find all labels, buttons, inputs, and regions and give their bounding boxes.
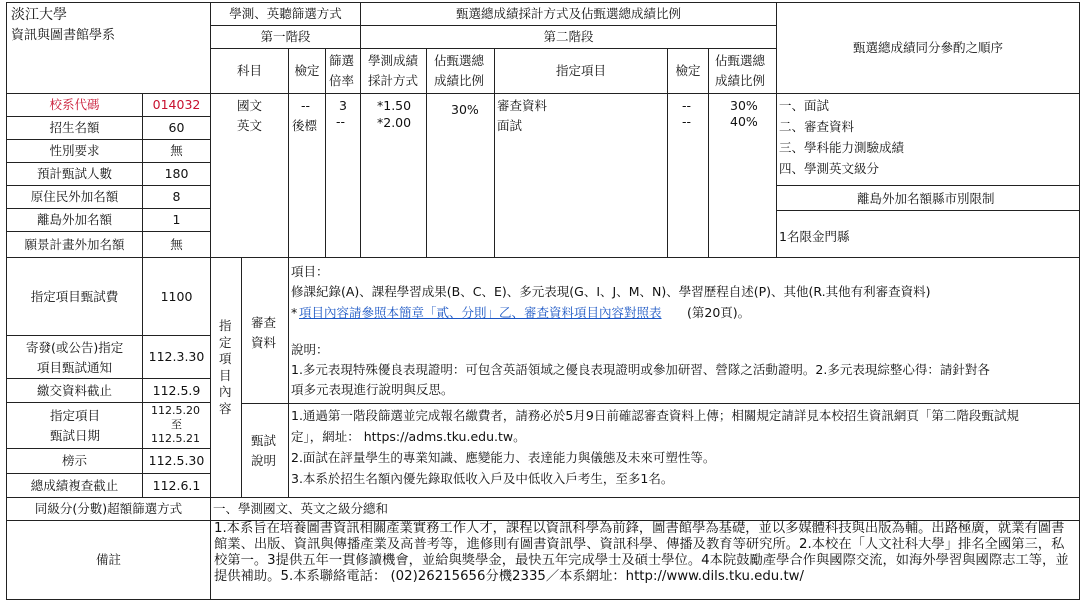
schedule-value-recheck: 112.6.1 — [142, 473, 211, 498]
col-ratio-line2: 成績比例 — [434, 73, 485, 88]
threshold-english: 後標 — [292, 118, 318, 133]
subject-chinese: 國文 — [237, 98, 263, 113]
designated-char-5: 內 — [219, 384, 232, 399]
exam-line2: 定」，網址： https://adms.tku.edu.tw。 — [291, 429, 526, 444]
tie-break-3: 三、學科能力測驗成績 — [779, 140, 905, 155]
item-ratio-review: 30% — [730, 98, 758, 113]
subjects-cell — [210, 93, 289, 258]
info-label-quota: 招生名額 — [6, 116, 143, 140]
schedule-label-notice-line2: 項目甄試通知 — [37, 360, 113, 375]
col-ratio2 — [708, 48, 777, 94]
exam-label-cell — [241, 403, 289, 498]
info-label-gender: 性別要求 — [6, 139, 143, 163]
info-value-school-code: 014032 — [142, 93, 211, 117]
method-chinese: *1.50 — [377, 98, 412, 113]
methods-cell — [360, 93, 427, 258]
thresholds-cell — [288, 93, 326, 258]
schedule-label-exam-date — [6, 402, 143, 449]
multiplier-chinese: 3 — [339, 98, 347, 113]
review-link-suffix: (第20頁)。 — [687, 305, 751, 320]
exam-date-to: 至 — [171, 418, 182, 431]
schedule-value-announce: 112.5.30 — [142, 448, 211, 474]
island-quota-value: 1名限金門縣 — [779, 229, 850, 244]
review-items-title: 項目： — [291, 264, 329, 279]
tie-break-2: 二、審查資料 — [779, 119, 855, 134]
schedule-value-submit: 112.5.9 — [142, 378, 211, 403]
final-ratio-header: 甄選總成績採計方式及佔甄選總成績比例 — [360, 2, 777, 26]
stage1-header: 第一階段 — [210, 25, 361, 49]
island-quota-title: 離島外加名額縣市別限制 — [857, 191, 995, 206]
stage-method-header: 學測、英聽篩選方式 — [210, 2, 361, 26]
item-ratios-cell — [708, 93, 777, 258]
schedule-label-recheck: 總成績複查截止 — [6, 473, 143, 498]
stage2-header: 第二階段 — [360, 25, 777, 49]
ratio-value: 30% — [451, 102, 479, 117]
tie-break-4: 四、學測英文級分 — [779, 161, 880, 176]
designated-char-6: 容 — [219, 400, 232, 416]
info-value-expected: 180 — [142, 162, 211, 186]
info-label-vision: 願景計畫外加名額 — [6, 231, 143, 258]
col-multiplier-line1: 篩選 — [329, 53, 355, 68]
remarks-cell — [210, 520, 1080, 600]
schedule-value-notice: 112.3.30 — [142, 335, 211, 379]
island-quota-title-cell — [776, 185, 1080, 211]
multiplier-english: -- — [336, 114, 346, 129]
tie-break-1: 一、面試 — [779, 98, 830, 113]
col-ratio2-line2: 成績比例 — [715, 73, 766, 88]
col-method-line1: 學測成績 — [368, 53, 419, 68]
info-label-island: 離島外加名額 — [6, 208, 143, 232]
schedule-label-notice-line1: 寄發(或公告)指定 — [26, 340, 124, 355]
tie-over-quota-value-cell — [210, 497, 1080, 521]
method-english: *2.00 — [377, 115, 412, 130]
multipliers-cell — [325, 93, 361, 258]
info-label-school-code: 校系代碼 — [6, 93, 143, 117]
col-ratio — [426, 48, 495, 94]
info-label-indigenous: 原住民外加名額 — [6, 185, 143, 209]
exam-date-start: 112.5.20 — [151, 404, 200, 417]
threshold2-review: -- — [682, 98, 692, 113]
exam-line3: 2.面試在評量學生的專業知識、應變能力、表達能力與儀態及未來可塑性等。 — [291, 450, 716, 465]
review-label-line1: 審查 — [251, 315, 277, 330]
col-multiplier — [325, 48, 361, 94]
review-note-line2: 項多元表現進行說明與反思。 — [291, 382, 454, 397]
schedule-label-submit: 繳交資料截止 — [6, 378, 143, 403]
exam-label-line1: 甄試 — [251, 433, 277, 448]
item-interview: 面試 — [497, 118, 523, 133]
exam-line1: 1.通過第一階段篩選並完成報名繳費者，請務必於5月9日前確認審查資料上傳；相關規定請詳見本校招生資訊網頁「第二階段甄試規 — [291, 408, 1019, 423]
exam-label-line2: 說明 — [251, 453, 277, 468]
schedule-label-fee: 指定項目甄試費 — [6, 257, 143, 336]
tie-break-list-cell — [776, 93, 1080, 186]
review-label-cell — [241, 257, 289, 404]
thresholds2-cell — [667, 93, 709, 258]
designated-items-cell — [494, 93, 668, 258]
schedule-value-fee: 1100 — [142, 257, 211, 336]
col-ratio2-line1: 佔甄選總 — [715, 53, 766, 68]
item-review: 審查資料 — [497, 98, 548, 113]
tie-break-order-header: 甄選總成績同分參酌之順序 — [776, 2, 1080, 94]
island-quota-value-cell — [776, 210, 1080, 258]
exam-date-end: 112.5.21 — [151, 432, 200, 445]
schedule-label-notice — [6, 335, 143, 379]
info-value-island: 1 — [142, 208, 211, 232]
exam-line4: 3.本系於招生名額內優先錄取低收入戶及中低收入戶考生，至多1名。 — [291, 471, 674, 486]
remarks-label: 備註 — [6, 520, 211, 600]
schedule-label-exam-date-line2: 甄試日期 — [50, 428, 101, 443]
review-note-line1: 1.多元表現特殊優良表現證明：可包含英語領域之優良表現證明或參加研習、營隊之活動證明。2.多元表現綜整心得：請針對各 — [291, 362, 990, 377]
schedule-label-exam-date-line1: 指定項目 — [50, 408, 101, 423]
info-value-indigenous: 8 — [142, 185, 211, 209]
info-value-gender: 無 — [142, 139, 211, 163]
info-value-vision: 無 — [142, 231, 211, 258]
exam-content-cell — [288, 403, 1080, 498]
ratio-cell — [426, 93, 495, 258]
col-method — [360, 48, 427, 94]
department-name: 資訊與圖書館學系 — [11, 28, 116, 43]
col-threshold: 檢定 — [288, 48, 326, 94]
review-content-cell — [288, 257, 1080, 404]
designated-char-2: 定 — [219, 334, 232, 350]
info-value-quota: 60 — [142, 116, 211, 140]
col-subject: 科目 — [210, 48, 289, 94]
col-ratio-line1: 佔甄選總 — [434, 53, 485, 68]
threshold2-interview: -- — [682, 114, 692, 129]
col-multiplier-line2: 倍率 — [329, 73, 355, 88]
designated-char-1: 指 — [219, 318, 232, 333]
review-note-title: 說明： — [291, 342, 329, 357]
schedule-value-exam-date — [142, 402, 211, 449]
review-items: 修課紀錄(A)、課程學習成果(B、C、E)、多元表現(G、I、J、M、N)、學習歷程自述(P)、其他(R.其他有利審查資料) — [291, 284, 931, 299]
info-label-expected: 預計甄試人數 — [6, 162, 143, 186]
review-reference-link[interactable]: 項目內容請參照本簡章「貳、分則」乙、審查資料項目內容對照表 — [299, 305, 662, 320]
review-link-prefix: * — [291, 305, 298, 320]
remarks-text: 1.本系旨在培養圖書資訊相關產業實務工作人才，課程以資訊科學為前鋒，圖書館學為基礎，並以多媒體科技與出版為輔。出路極廣，就業有圖書館業、出版、資訊與傳播產業及高普考等，進修則有圖書資訊學、資訊科學、傳播及教育等研究所。2.本校在「人文社科大學」排名全國第三，私校第一。3提供五年一貫修讀機會，並給與獎學金，最快五年完成學士及碩士學位。4本院鼓勵產學合作與國際交流，如海外學習與國際志工等，並提供補助。5.本系聯絡電話： (02)26215656分機2335／本系網址：http://www.dils.tku.edu.tw/ — [214, 521, 1069, 584]
designated-vertical-cell — [210, 257, 242, 498]
review-label-line2: 資料 — [251, 335, 277, 350]
threshold-chinese: -- — [301, 98, 311, 113]
designated-char-3: 項 — [219, 351, 232, 366]
subject-english: 英文 — [237, 118, 263, 133]
designated-char-4: 目 — [219, 367, 232, 383]
col-designated-item: 指定項目 — [494, 48, 668, 94]
col-method-line2: 採計方式 — [368, 73, 419, 88]
col-threshold2: 檢定 — [667, 48, 709, 94]
schedule-label-announce: 榜示 — [6, 448, 143, 474]
tie-over-quota-value: 一、學測國文、英文之級分總和 — [213, 501, 389, 516]
item-ratio-interview: 40% — [730, 114, 758, 129]
school-name: 淡江大學 — [11, 7, 67, 23]
tie-over-quota-label: 同級分(分數)超額篩選方式 — [6, 497, 211, 521]
